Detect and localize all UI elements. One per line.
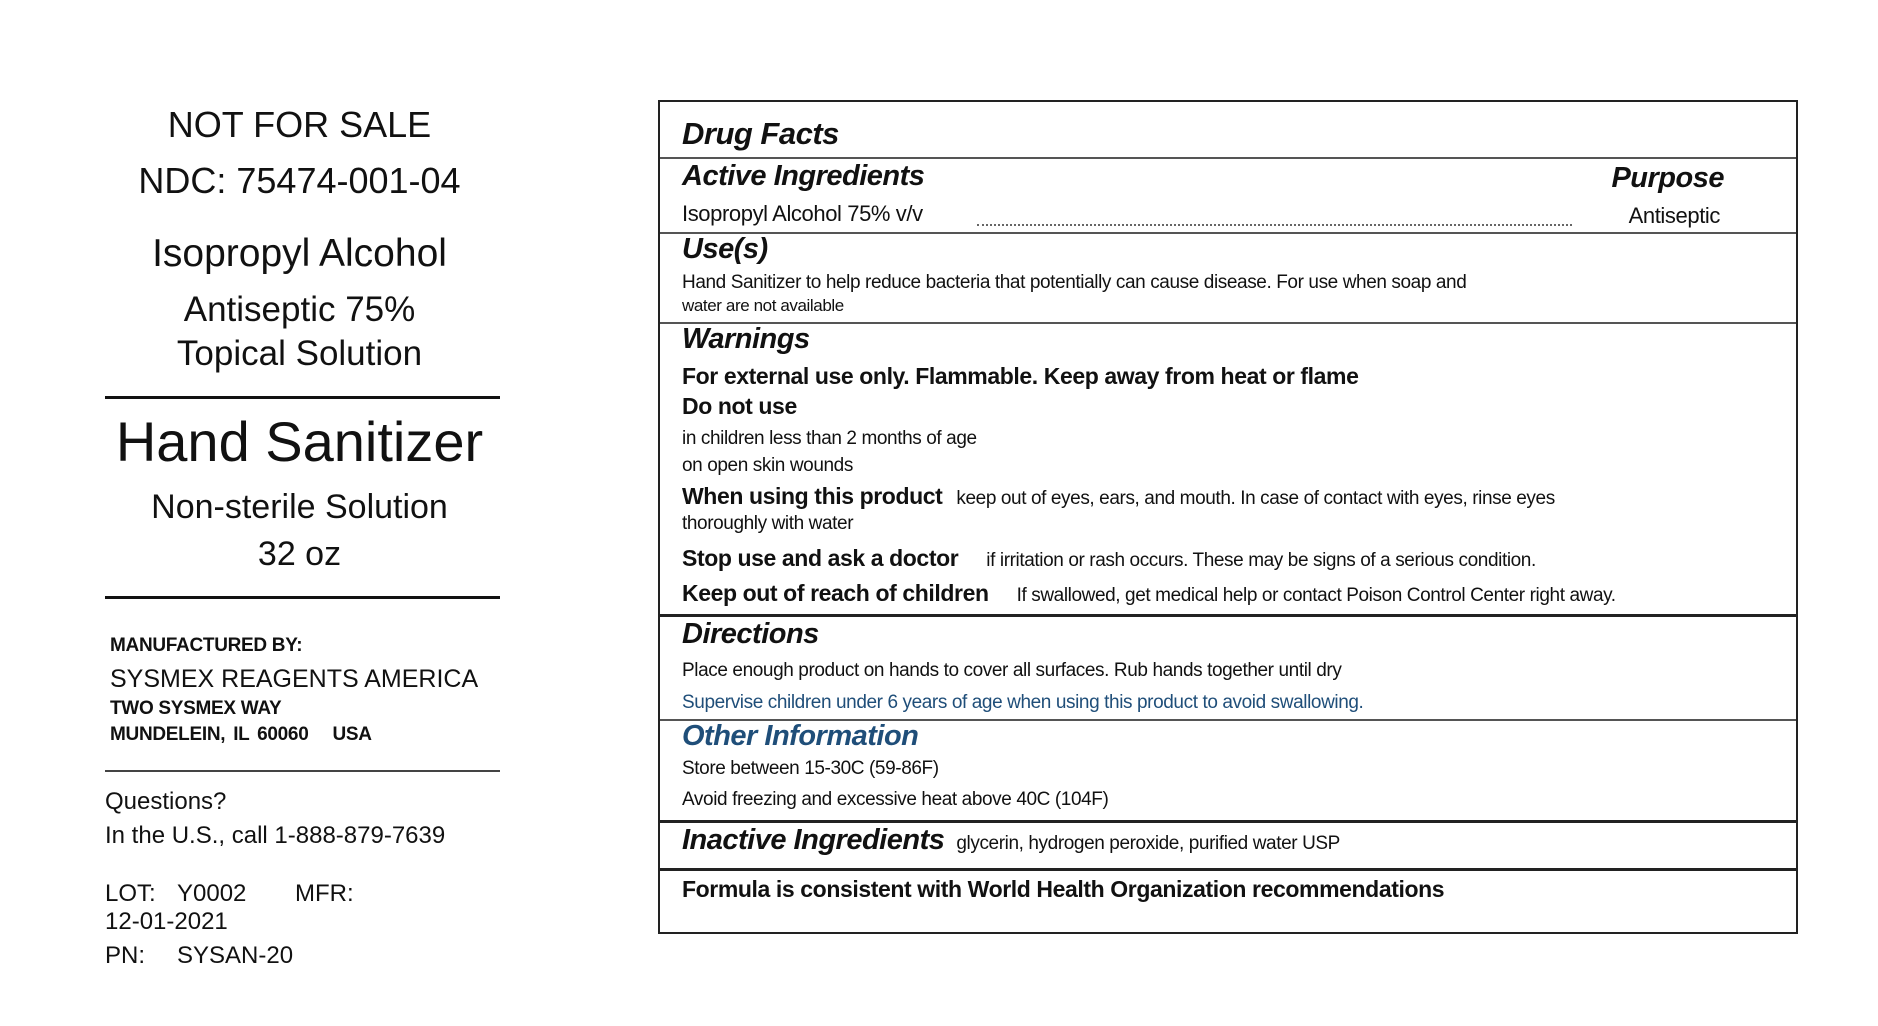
divider bbox=[660, 868, 1796, 871]
lot-line bbox=[105, 880, 500, 936]
dot-leader bbox=[977, 224, 1572, 226]
when-using-text: keep out of eyes, ears, and mouth. In case of contact with eyes, rinse eyes bbox=[956, 488, 1555, 509]
formula-statement: Formula is consistent with World Health Organization recommendations bbox=[682, 876, 1445, 902]
do-not-use-item-2: on open skin wounds bbox=[682, 455, 853, 476]
warnings-heading: Warnings bbox=[682, 323, 810, 355]
directions-line-1: Place enough product on hands to cover all surfaces. Rub hands together until dry bbox=[682, 660, 1342, 681]
uses-line-1: Hand Sanitizer to help reduce bacteria that potentially can cause disease. For use when soap and bbox=[682, 272, 1467, 293]
drug-facts-title: Drug Facts bbox=[682, 116, 839, 151]
divider bbox=[660, 157, 1796, 159]
manufacturer-country: USA bbox=[332, 724, 372, 745]
directions-heading: Directions bbox=[682, 618, 819, 650]
stop-use-text: if irritation or rash occurs. These may be signs of a serious condition. bbox=[986, 550, 1536, 571]
active-ingredients-heading: Active Ingredients bbox=[682, 160, 925, 192]
other-info-line-2: Avoid freezing and excessive heat above 40C (104F) bbox=[682, 789, 1109, 810]
stop-use-label: Stop use and ask a doctor bbox=[682, 545, 959, 571]
uses-heading: Use(s) bbox=[682, 233, 768, 265]
when-using-label: When using this product bbox=[682, 483, 943, 509]
lot-label: LOT: bbox=[105, 880, 156, 907]
volume: 32 oz bbox=[257, 535, 342, 573]
mfr-label: MFR: bbox=[295, 880, 354, 907]
ndc-number: NDC: 75474-001-04 bbox=[138, 160, 461, 201]
divider bbox=[660, 614, 1796, 617]
stop-use-line bbox=[682, 545, 1774, 572]
external-use-warning: For external use only. Flammable. Keep away from heat or flame bbox=[682, 363, 1359, 389]
pn-value: SYSAN-20 bbox=[177, 942, 294, 969]
drug-facts-panel bbox=[658, 100, 1798, 934]
mfr-value: 12-01-2021 bbox=[105, 908, 228, 935]
do-not-use-item-1: in children less than 2 months of age bbox=[682, 428, 977, 449]
other-information-heading: Other Information bbox=[682, 720, 919, 752]
divider bbox=[660, 820, 1796, 823]
uses-line-2: water are not available bbox=[682, 296, 844, 315]
when-using-text-2: thoroughly with water bbox=[682, 513, 854, 534]
manufacturer-city: MUNDELEIN, IL 60060 bbox=[110, 724, 309, 745]
do-not-use-heading: Do not use bbox=[682, 393, 797, 419]
brand-name: Hand Sanitizer bbox=[115, 410, 484, 473]
inactive-ingredients-line bbox=[682, 824, 1774, 857]
divider bbox=[105, 770, 500, 772]
keep-out-text: If swallowed, get medical help or contact Poison Control Center right away. bbox=[1016, 585, 1616, 606]
product-name: Isopropyl Alcohol bbox=[152, 232, 447, 275]
manufacturer-name: SYSMEX REAGENTS AMERICA bbox=[110, 665, 479, 693]
directions-line-2: Supervise children under 6 years of age when using this product to avoid swallowing. bbox=[682, 692, 1364, 713]
manufacturer-block bbox=[105, 635, 500, 746]
inactive-ingredients-text: glycerin, hydrogen peroxide, purified water USP bbox=[956, 833, 1340, 854]
lot-value: Y0002 bbox=[177, 880, 247, 907]
keep-out-label: Keep out of reach of children bbox=[682, 580, 989, 606]
manufacturer-address: TWO SYSMEX WAY bbox=[110, 698, 282, 719]
sterility-note: Non-sterile Solution bbox=[151, 488, 448, 526]
inactive-ingredients-heading: Inactive Ingredients bbox=[682, 824, 945, 856]
questions-phone: In the U.S., call 1-888-879-7639 bbox=[105, 822, 446, 849]
product-form: Topical Solution bbox=[176, 334, 423, 373]
when-using-line bbox=[682, 483, 1774, 510]
keep-out-line bbox=[682, 580, 1774, 607]
not-for-sale: NOT FOR SALE bbox=[167, 104, 432, 145]
manufactured-by-label: MANUFACTURED BY: bbox=[110, 635, 303, 656]
divider bbox=[105, 396, 500, 399]
pn-line bbox=[105, 942, 500, 970]
purpose-heading: Purpose bbox=[1611, 162, 1724, 194]
pn-label: PN: bbox=[105, 942, 146, 969]
left-panel bbox=[105, 104, 500, 970]
questions-label: Questions? bbox=[105, 788, 227, 815]
active-purpose: Antiseptic bbox=[1628, 203, 1720, 228]
divider bbox=[105, 596, 500, 599]
product-strength: Antiseptic 75% bbox=[183, 290, 416, 329]
manufacturer-city-line bbox=[110, 724, 500, 746]
other-info-line-1: Store between 15-30C (59-86F) bbox=[682, 758, 939, 779]
active-ingredient: Isopropyl Alcohol 75% v/v bbox=[682, 201, 923, 226]
